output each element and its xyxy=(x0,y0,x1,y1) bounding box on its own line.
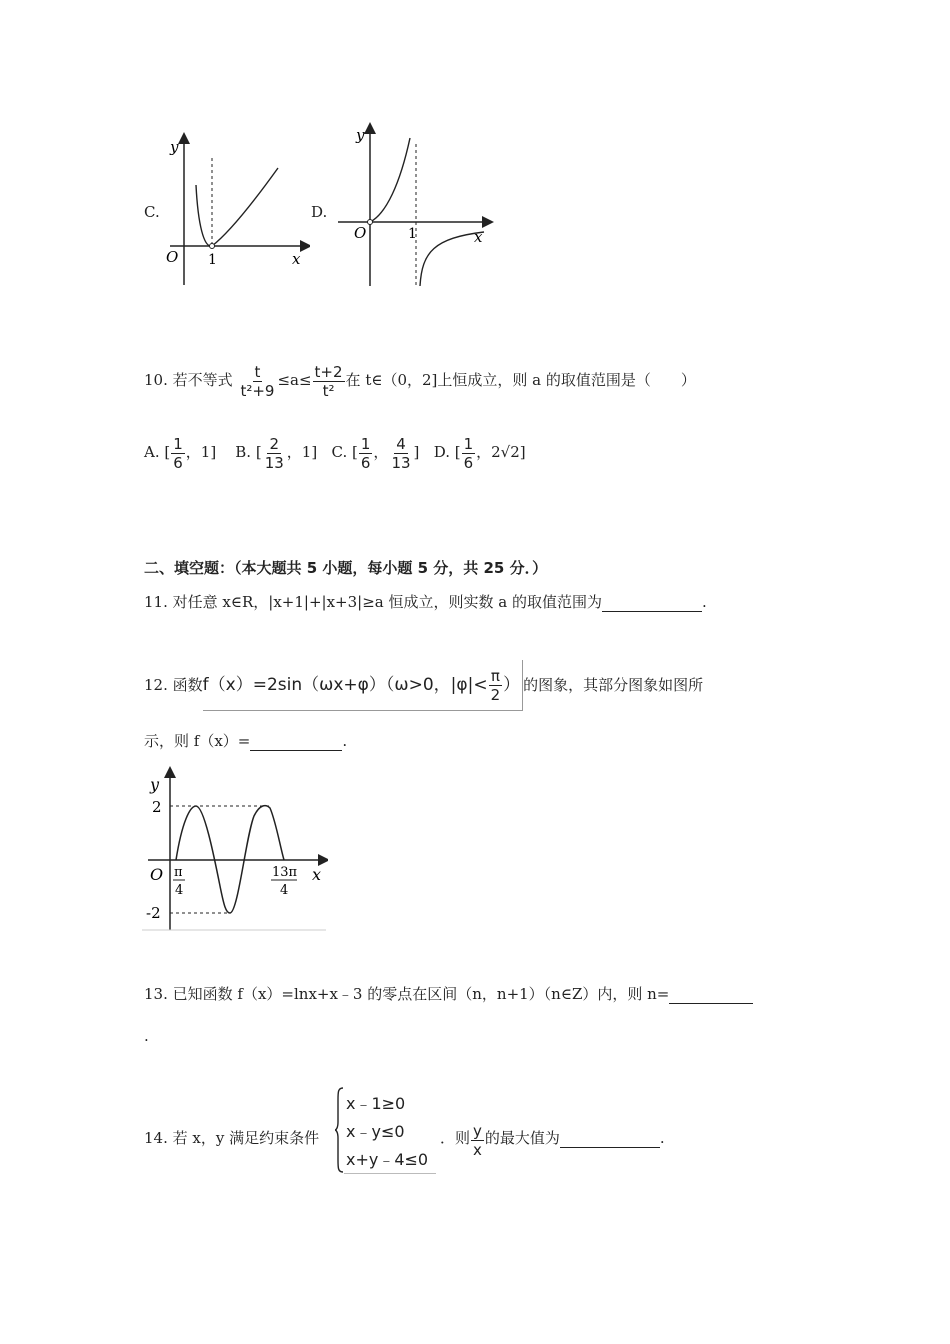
question-10 xyxy=(144,352,696,408)
q12-tick-left-den: 4 xyxy=(175,883,184,898)
q10-c-den1: 6 xyxy=(360,453,371,472)
q10-b-rest: ，1] xyxy=(286,443,318,461)
q11-number: 11. xyxy=(144,593,168,611)
section-2-heading: 二、填空题：（本大题共 5 小题，每小题 5 分，共 25 分．） xyxy=(144,559,548,577)
q10-frac2-num: t+2 xyxy=(314,362,343,381)
q14-number: 14. xyxy=(144,1129,168,1147)
q12-formula-box xyxy=(203,660,523,711)
d-y-label: y xyxy=(356,126,365,144)
q10-options xyxy=(144,430,526,474)
question-12 xyxy=(144,660,703,710)
q10-a-rest: ，1] xyxy=(185,443,217,461)
d-x-label: x xyxy=(474,228,483,246)
q12-y-label: y xyxy=(150,775,160,794)
q10-option-c: C. [ $\frac{1}{6}$ ， $\frac{4}{13}$ ] xyxy=(331,434,425,472)
question-11 xyxy=(144,592,707,612)
d-curve-left xyxy=(370,138,410,222)
q14-frac-den: x xyxy=(473,1141,482,1159)
q10-c-num1: 1 xyxy=(360,434,371,453)
q12-tick-right-num: 13π xyxy=(272,865,298,880)
d-tick-1: 1 xyxy=(408,226,417,242)
q14-constraint-3: x+y﹣4≤0 xyxy=(346,1150,429,1169)
option-d-label: D. xyxy=(311,203,328,221)
q13-text: 已知函数 f（x）=lnx+x﹣3 的零点在区间（n，n+1）（n∈Z）内，则 n= xyxy=(172,985,670,1003)
c-curve xyxy=(196,168,278,246)
q14-frac xyxy=(471,1122,484,1159)
q14-constraint-system xyxy=(334,1086,438,1174)
option-d-graph xyxy=(334,122,494,292)
q14-end: . xyxy=(659,1129,665,1147)
q14-middle: ．则 xyxy=(440,1129,471,1147)
q10-b-label: B. xyxy=(235,443,252,461)
d-origin-label: O xyxy=(354,224,367,242)
q14-constraint-2: x﹣y≤0 xyxy=(346,1122,405,1141)
q12-pi-num: π xyxy=(490,666,500,685)
question-12-line2 xyxy=(144,731,347,751)
q12-answer-blank[interactable] xyxy=(250,734,342,751)
q12-tick-left-num: π xyxy=(174,865,183,880)
q10-number: 10. xyxy=(144,371,168,389)
q10-a-label: A. xyxy=(144,443,160,461)
q10-option-a: A. [ $\frac{1}{6}$ ，1] xyxy=(144,434,217,472)
q10-c-label: C. xyxy=(331,443,348,461)
c-x-label: x xyxy=(292,250,301,268)
question-14-tail xyxy=(440,1118,665,1174)
q12-y-bottom-label: -2 xyxy=(146,904,161,922)
c-tick-1: 1 xyxy=(208,252,217,268)
q14-brace-icon xyxy=(334,1086,344,1174)
q14-frac-num: y xyxy=(473,1122,482,1140)
q10-d-den: 6 xyxy=(463,453,474,472)
q12-prefix: 函数 xyxy=(172,676,203,694)
q12-pi-den: 2 xyxy=(490,685,501,704)
q10-b-frac xyxy=(263,435,286,472)
q12-number: 12. xyxy=(144,676,168,694)
q12-y-top-label: 2 xyxy=(152,798,162,816)
c-y-label: y xyxy=(170,138,179,156)
q12-formula: f（x）=2sin（ωx+φ）（ω>0，|φ|< xyxy=(202,675,488,695)
q12-close: ） xyxy=(503,675,521,695)
q10-d-frac xyxy=(462,435,476,472)
q10-c-frac1 xyxy=(359,435,373,472)
c-origin-label: O xyxy=(166,248,179,266)
q10-c-den2: 13 xyxy=(391,453,411,472)
q10-a-num: 1 xyxy=(173,434,183,453)
q14-suffix: 的最大值为 xyxy=(484,1129,560,1147)
q10-b-den: 13 xyxy=(264,453,284,472)
q10-c-num2: 4 xyxy=(396,434,406,453)
q11-end: . xyxy=(701,593,707,611)
q10-option-d: D. [ $\frac{1}{6}$ ，2√2] xyxy=(433,434,526,472)
q10-frac1-num: t xyxy=(254,362,261,381)
q10-frac1-den: t²+9 xyxy=(240,381,275,400)
q10-frac-left xyxy=(238,363,276,400)
question-14 xyxy=(144,1128,319,1148)
q13-answer-blank[interactable] xyxy=(669,987,753,1004)
q10-middle: ≤a≤ xyxy=(277,371,312,389)
option-c-label: C. xyxy=(144,203,160,221)
q13-end: . xyxy=(144,1027,149,1045)
q12-line2: 示，则 f（x）= xyxy=(144,732,251,750)
q10-suffix: 在 t∈（0，2]上恒成立，则 a 的取值范围是（ ） xyxy=(345,371,696,389)
q12-tick-right-den: 4 xyxy=(280,883,289,898)
q13-number: 13. xyxy=(144,985,168,1003)
q11-text: 对任意 x∈R，|x+1|+|x+3|≥a 恒成立，则实数 a 的取值范围为 xyxy=(172,593,602,611)
q12-suffix: 的图象，其部分图象如图所 xyxy=(523,676,704,694)
q10-frac-right xyxy=(313,363,345,400)
q12-end: . xyxy=(342,732,348,750)
q10-a-den: 6 xyxy=(173,453,183,472)
q14-constraints xyxy=(346,1090,428,1174)
q12-x-label: x xyxy=(312,865,322,884)
q12-sine-graph xyxy=(142,766,328,932)
q14-answer-blank[interactable] xyxy=(560,1131,660,1148)
q10-frac2-den: t² xyxy=(322,381,335,400)
q11-answer-blank[interactable] xyxy=(602,595,702,612)
q10-a-frac xyxy=(171,435,185,472)
q10-d-num: 1 xyxy=(463,434,474,453)
question-13 xyxy=(144,984,753,1004)
q10-option-b: B. [ $\frac{2}{13}$ ，1] xyxy=(235,434,318,472)
q12-pi-frac xyxy=(489,667,503,704)
q10-c-frac2 xyxy=(389,435,412,472)
q10-b-num: 2 xyxy=(269,434,280,453)
q10-d-label: D. xyxy=(433,443,450,461)
q10-prefix: 若不等式 xyxy=(172,371,233,389)
q12-origin-label: O xyxy=(150,865,164,884)
q14-prefix: 若 x，y 满足约束条件 xyxy=(172,1129,320,1147)
q10-d-rest: ，2√2] xyxy=(476,443,526,461)
option-c-graph xyxy=(160,130,310,290)
q14-constraint-1: x﹣1≥0 xyxy=(346,1094,406,1113)
